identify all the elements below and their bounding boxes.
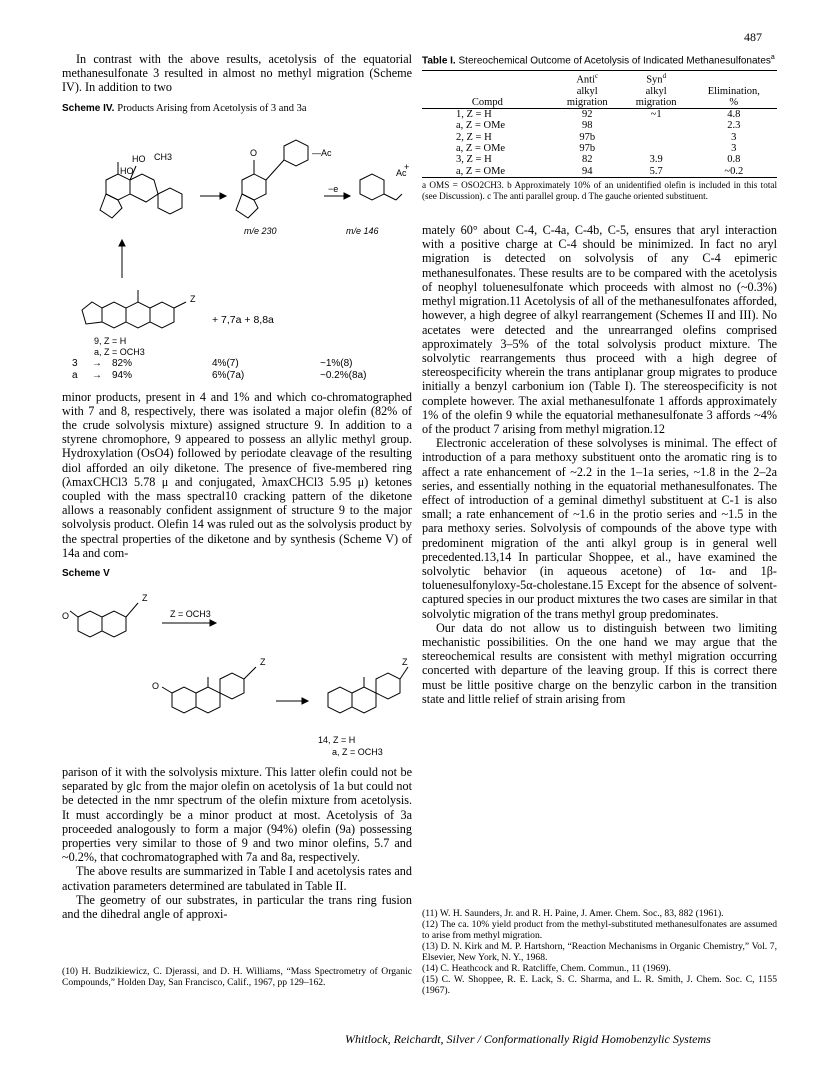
table-1-footnote: a OMS = OSO2CH3. b Approximately 10% of an unidentified olefin is included in this total (see Discussion). c The anti parallel group. d The gauche oriented substituent. — [422, 180, 777, 201]
yield-row-1-label: 3 — [72, 357, 78, 369]
table-cell: 3 — [731, 143, 737, 155]
scheme4-z: Z — [190, 293, 196, 304]
table-cell: 5.7 — [622, 166, 691, 178]
scheme4-minus-e: −e — [328, 183, 339, 194]
running-footer: Whitlock, Reichardt, Silver / Conformationally Rigid Homobenzylic Systems — [345, 1032, 711, 1046]
scheme4-ho-2: HO — [120, 165, 134, 176]
table-cell: 3.9 — [649, 154, 663, 166]
scheme-4-yield-table — [62, 358, 412, 384]
scheme5-z-3: Z — [402, 657, 408, 668]
table-head-syn-l3: migration — [622, 97, 691, 109]
footnote-14: (14) C. Heathcock and R. Ratcliffe, Chem. Commun., 11 (1969). — [422, 963, 671, 974]
table-cell: a, Z = OMe — [422, 166, 553, 178]
table-head-elim-l2: Elimination, — [707, 85, 760, 97]
table-cell: 4.8 — [727, 108, 741, 120]
table-cell: 94 — [553, 166, 622, 178]
scheme-4-label: Scheme IV. — [62, 102, 115, 114]
left-paragraph-4: The above results are summarized in Table I and acetolysis rates and activation parameters determined are tabulated in Table II. — [62, 864, 412, 893]
right-paragraph-3: Our data do not allow us to distinguish between two limiting mechanistic possibilities. On the one hand we may argue that the stereochemical results are consistent with methyl migration occurring concerted with departure of the leaving group. If this is correct there must be little positive charge on the benzylic carbon in the transition state and little relief of strain arising from — [422, 620, 777, 706]
table-cell: 82 — [581, 154, 593, 166]
table-cell: 97b — [579, 131, 596, 143]
yield-row-2-label: a — [72, 369, 78, 381]
scheme4-mass-146: m/e 146 — [346, 225, 379, 236]
table-head-anti-l1: Anti$^c$ — [553, 71, 622, 86]
table-cell: a, Z = OMe — [456, 143, 506, 155]
footnote-10: (10) H. Budzikiewicz, C. Djerassi, and D. H. Williams, “Mass Spectrometry of Organic Compounds,” Holden Day, San Francisco, Calif., 1967, pp 129–162. — [62, 966, 412, 988]
table-cell: 98 — [581, 120, 593, 132]
table-cell — [622, 143, 691, 154]
scheme-4-figure — [62, 118, 412, 358]
table-cell: 0.8 — [727, 154, 741, 166]
scheme4-o: O — [250, 147, 258, 158]
scheme5-z-2: Z — [260, 657, 266, 668]
table-cell — [622, 120, 691, 131]
table-row — [422, 143, 777, 154]
left-paragraph-3: parison of it with the solvolysis mixture. This latter olefin could not be separated by glc from the major olefin on acetolysis of 1a but could not be detected in the nmr spectrum of the olefin mixture from acetolysis. It must accordingly be a minor product at most. Acetolysis of 3a proceeded analogously to form a major (94%) olefin (9a) possessing properties very similar to those of 9 and two minor olefins, 5.7 and ~0.2%, that cochromatographed with 7a and 8a, respectively. — [62, 765, 412, 865]
scheme4-products-tail: + 7,7a + 8,8a — [212, 313, 274, 326]
scheme5-o-2: O — [152, 681, 160, 692]
table-head-syn-l1: Syn$^d$ — [622, 71, 691, 86]
table-cell: 2, Z = H — [456, 131, 492, 143]
table-row — [422, 132, 777, 143]
table-head-compd-l1 — [422, 71, 553, 86]
table-1-body — [422, 108, 777, 177]
yield-row-2-olefin-9a: 94% — [112, 369, 133, 381]
table-cell: 3 — [731, 131, 737, 143]
scheme4-ch3: CH3 — [154, 151, 173, 162]
yield-row-1-cmpd-8: ~1%(8) — [320, 357, 353, 369]
scheme4-ac-2: Ac — [396, 167, 407, 178]
table-cell: ~1 — [650, 108, 662, 120]
scheme4-ac-1: —Ac — [312, 147, 332, 158]
footnote-11: (11) W. H. Saunders, Jr. and R. H. Paine, J. Amer. Chem. Soc., 83, 882 (1961). — [422, 908, 724, 919]
table-cell: 2.3 — [727, 120, 741, 132]
yield-row-2-cmpd-7a: 6%(7a) — [212, 369, 245, 381]
scheme5-o-1: O — [62, 611, 70, 622]
table-cell: 3, Z = H — [456, 154, 492, 166]
yield-row-1-cmpd-7: 4%(7) — [212, 357, 239, 369]
scheme-5-structures — [62, 583, 412, 765]
scheme4-ho-1: HO — [132, 153, 146, 164]
table-cell — [622, 132, 691, 143]
table-row — [422, 166, 777, 178]
table-row — [422, 120, 777, 131]
compound-14a-label: a, Z = OCH3 — [332, 747, 383, 758]
table-cell: ~0.2 — [691, 166, 777, 178]
table-cell: 92 — [581, 108, 593, 120]
table-head-anti-l2: alkyl — [576, 85, 598, 97]
left-paragraph-1: In contrast with the above results, acetolysis of the equatorial methanesulfonate 3 resulted in almost no methyl migration (Scheme IV). In addition to two — [62, 52, 412, 95]
scheme4-plus-sign: + — [404, 161, 410, 172]
yield-row-2-arrow: → — [92, 369, 102, 381]
yield-row-1-arrow: → — [92, 357, 102, 369]
table-1-caption — [422, 52, 777, 66]
footnote-13: (13) D. N. Kirk and M. P. Hartshorn, “Reaction Mechanisms in Organic Chemistry,” Vol. 7, Elsevier, New York, N. Y., 1968. — [422, 941, 777, 963]
left-column — [62, 52, 412, 921]
yield-row-2-cmpd-8a: ~0.2%(8a) — [320, 369, 367, 381]
left-paragraph-5: The geometry of our substrates, in particular the trans ring fusion and the dihedral angle of approxi- — [62, 892, 412, 922]
footnote-15: (15) C. W. Shoppee, R. E. Lack, S. C. Sharma, and L. R. Smith, J. Chem. Soc. C, 1155 (1967). — [422, 974, 777, 996]
right-column — [422, 52, 777, 706]
table-head-compd: Compd — [422, 97, 553, 109]
scheme-4-title: Products Arising from Acetolysis of 3 and 3a — [117, 102, 307, 114]
footnote-12: (12) The ca. 10% yield product from the methyl-substituted methanesulfonates are assumed to arise from methyl migration. — [422, 919, 777, 941]
right-footnotes — [422, 908, 777, 996]
table-1 — [422, 70, 777, 178]
table-1-caption-sup: a — [770, 54, 775, 61]
table-1-label: Table I. — [422, 55, 456, 67]
compound-9a-label: a, Z = OCH3 — [94, 346, 145, 357]
table-head-elim-l3: % — [691, 97, 777, 109]
scheme5-conditions: Z = OCH3 — [170, 609, 211, 620]
scheme4-mass-230: m/e 230 — [244, 225, 277, 236]
scheme-5-figure — [62, 583, 412, 765]
scheme-4-caption — [62, 103, 412, 114]
compound-14-label: 14, Z = H — [318, 735, 356, 746]
left-footnotes — [62, 966, 412, 988]
table-cell: a, Z = OMe — [456, 120, 506, 132]
right-paragraph-2: Electronic acceleration of these solvolyses is minimal. The effect of introduction of a para methoxy substituent onto the aromatic ring is to affect a rate enhancement of ~2.2 in the 1–1a series, ~1.8 in the 2–2a series, and essentially nothing in the equatorial methanesulfonates. The effect of introduction of a geminal dimethyl substituent at C-1 is also small; a rate enhancement of ~1.6 in the protio series and ~1.5 in the para methoxy series. Solvolysis of compounds of the above type with predominent migration of the anti alkyl group is in general well precedented.13,14 In particular Shoppee, et al., have examined the solvolytic behavior (in aqueous acetone) of 1α- and 1β-toluenesulfonyloxy-5α-cholestane.15 Except for the absence of solvent-captured species in our product mixtures the two cases are similar in that solvolytic migration of the trans methyl group predominates. — [422, 436, 777, 621]
table-row — [422, 108, 777, 120]
table-head-elim-l1 — [691, 71, 777, 86]
left-paragraph-2: minor products, present in 4 and 1% and which co-chromatographed with 7 and 8, respectively, there was isolated a major olefin (82% of the crude solvolysis mixture) assigned structure 9. In addition to a styrene chromophore, 9 appeared to possess an allylic methyl group. Hydroxylation (OsO4) followed by periodate cleavage of the resulting diol afforded an oily diketone. The presence of five-membered ring (λmaxCHCl3 5.78 μ and conjugated, λmaxCHCl3 5.95 μ) ketones coupled with the mass spectral10 cracking pattern of the diketone allows a reasonably confident assignment of structure 9 to the major solvolysis product. Olefin 14 was ruled out as the solvolysis product by the spectral properties of the diketone and by synthesis (Scheme V) of 14a and com- — [62, 389, 412, 560]
table-cell: 1, Z = H — [456, 108, 492, 120]
table-1-title: Stereochemical Outcome of Acetolysis of Indicated Methanesulfonates — [458, 55, 771, 67]
table-row — [422, 154, 777, 165]
yield-row-1-olefin-9: 82% — [112, 357, 133, 369]
table-head-syn-l2: alkyl — [645, 85, 667, 97]
page-number: 487 — [744, 30, 762, 44]
scheme-5-caption: Scheme V — [62, 568, 110, 580]
table-cell: 97b — [579, 143, 596, 155]
table-head-anti-l3: migration — [553, 97, 622, 109]
scheme5-z-1: Z — [142, 593, 148, 604]
compound-9-label: 9, Z = H — [94, 335, 127, 346]
right-paragraph-1: mately 60° about C-4, C-4a, C-4b, C-5, ensures that aryl interaction with a positive charge at C-4 should be minimized. In fact no aryl migration is detected on solvolysis of any C-4 epimeric methanesulfonates. These results are to be compared with the acetolysis of neophyl toluenesulfonate which proceeds with almost no (~0.3%) methyl migration.11 Acetolysis of all of the methanesulfonates afforded, however, a high degree of alkyl rearrangement (Schemes II and III). No acetates were detected and the unrearranged olefins comprised approximately 3–5% of the total solvolysis product mixture. The solvolytic rearrangements thus proceed with a high degree of stereospecificity wherein the trans antiplanar group migrates to produce initially a benzyl carbonium ion (Table I). The stereospecificity is not complete however. The axial methanesulfonate 1 affords approximately 1% of the olefin 9 while the equatorial methanesulfonate 3 affords ~4% of the product 7 arising from methyl migration.12 — [422, 223, 777, 436]
